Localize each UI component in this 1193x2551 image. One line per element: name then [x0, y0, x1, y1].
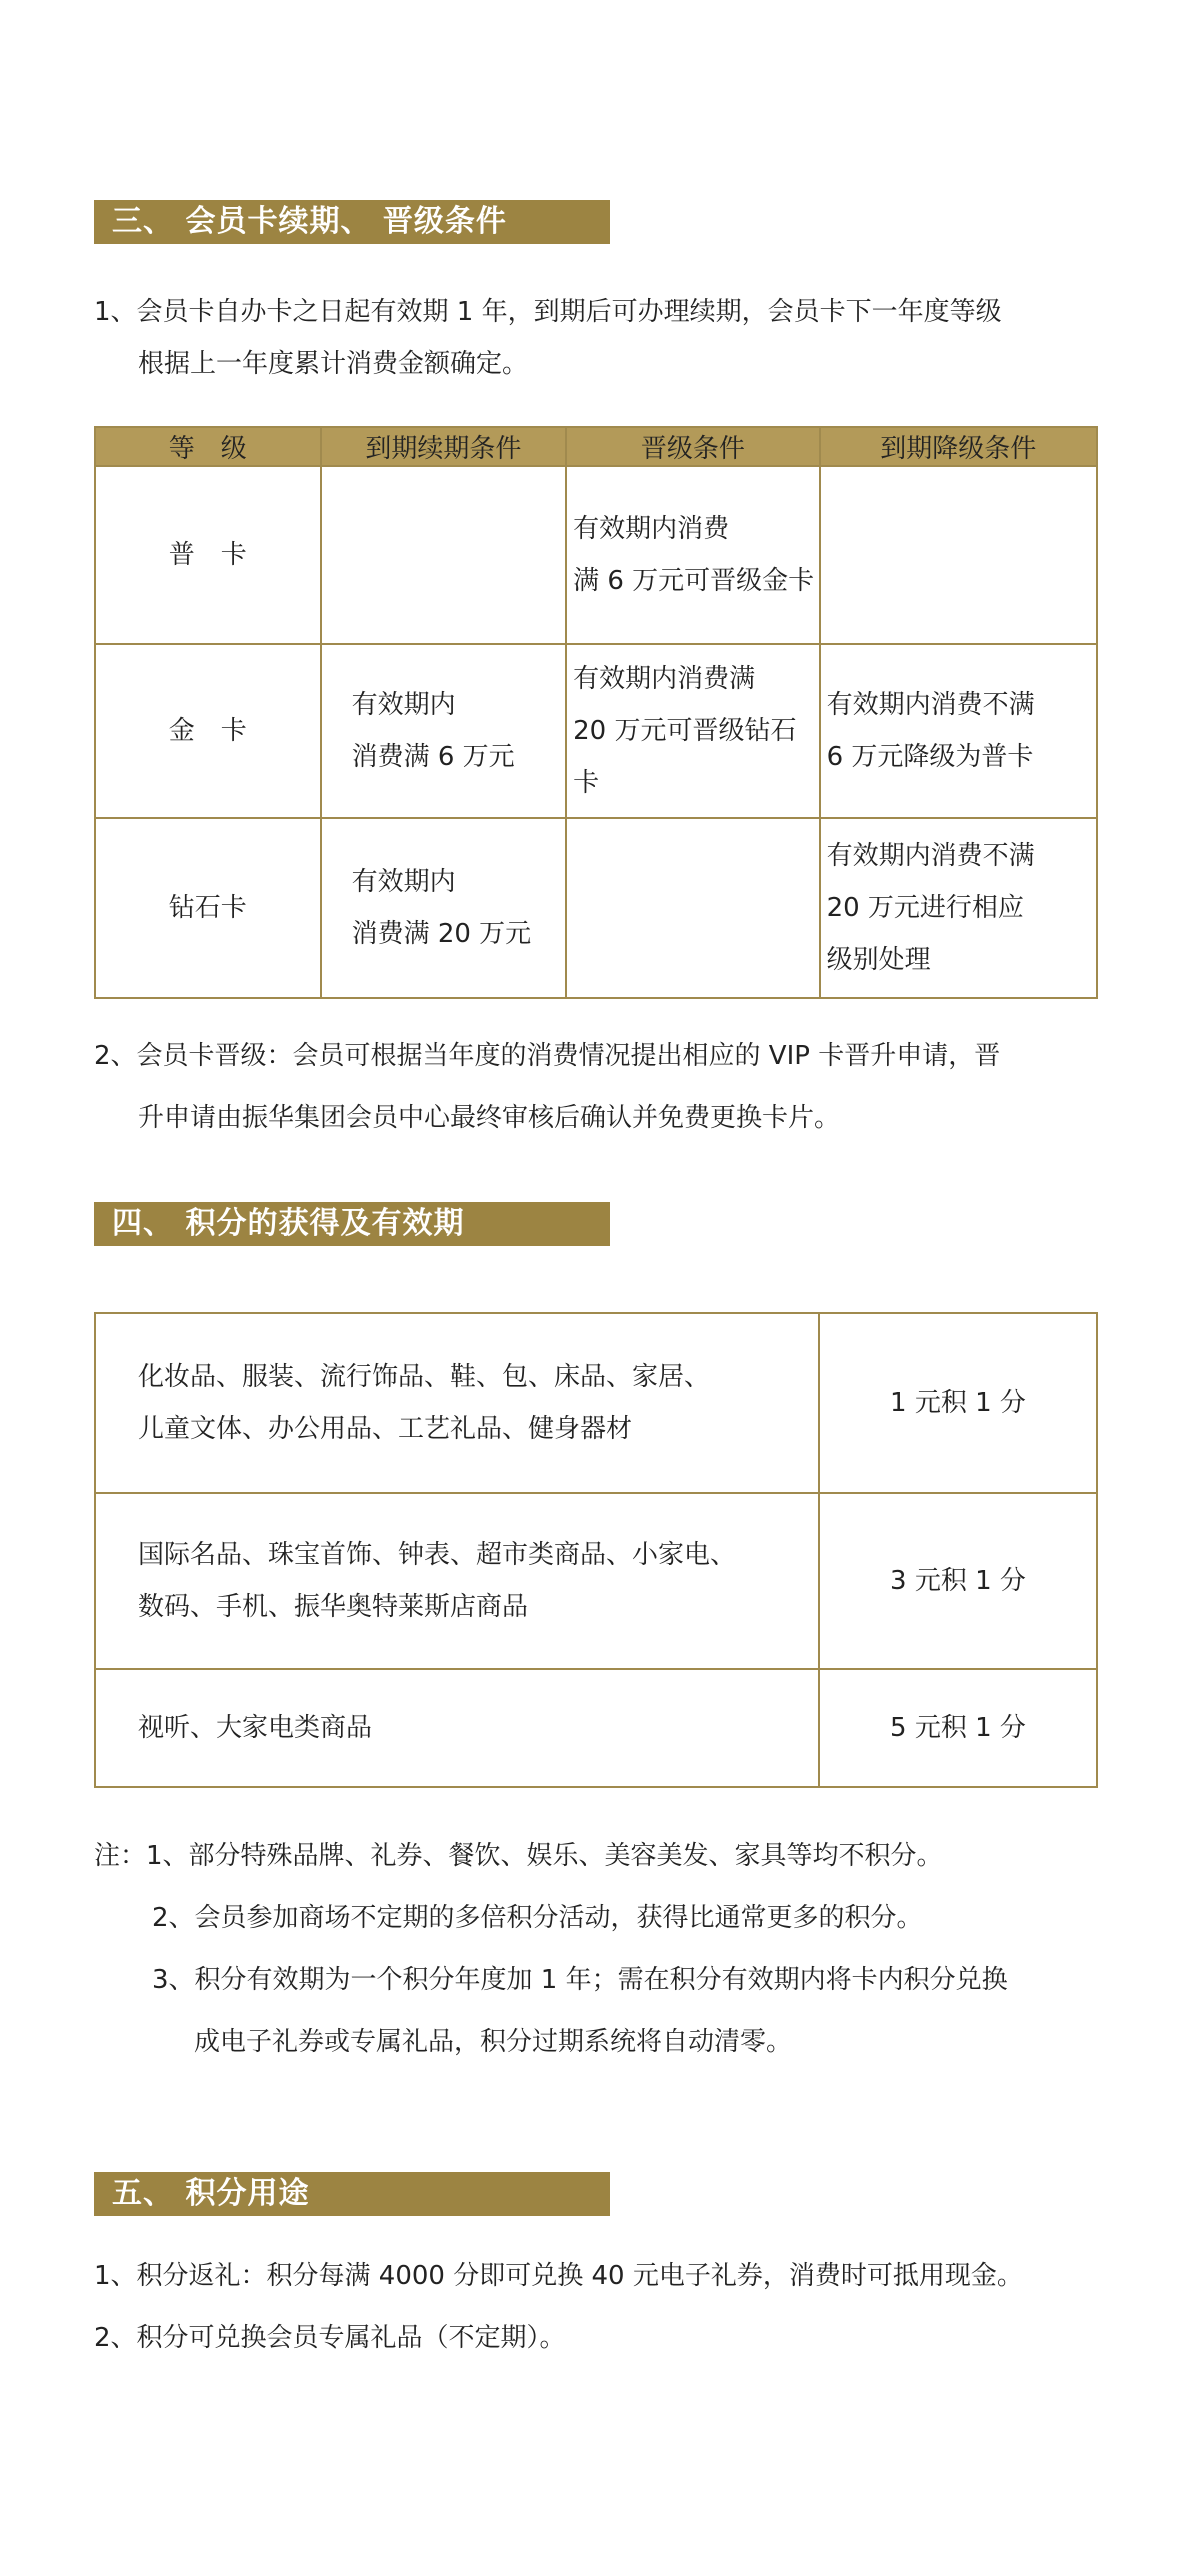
- renew-cell: [321, 644, 567, 818]
- cell-line: 有效期内: [351, 867, 456, 897]
- table-header-row: [95, 427, 1097, 466]
- section3-item1-line2: 根据上一年度累计消费金额确定。: [138, 349, 529, 379]
- table-row: [95, 1669, 1097, 1787]
- cell-line: 儿童文体、办公用品、工艺礼品、健身器材: [138, 1414, 633, 1444]
- section3-item1-line1: 1、会员卡自办卡之日起有效期 1 年，到期后可办理续期，会员卡下一年度等级: [94, 297, 1002, 327]
- section4-note1: 注：1、部分特殊品牌、礼券、餐饮、娱乐、美容美发、家具等均不积分。: [94, 1841, 943, 1871]
- downgrade-cell: [820, 466, 1097, 644]
- section4-note3-line2: 成电子礼券或专属礼品，积分过期系统将自动清零。: [194, 2027, 793, 2057]
- rate-cell: 5 元积 1 分: [819, 1669, 1097, 1787]
- header-downgrade: 到期降级条件: [820, 427, 1097, 466]
- category-cell: [95, 1493, 819, 1669]
- table-row: [95, 644, 1097, 818]
- upgrade-cell: [566, 818, 819, 998]
- category-cell: [95, 1313, 819, 1493]
- level-cell: 普 卡: [95, 466, 321, 644]
- cell-line: 消费满 6 万元: [351, 742, 515, 772]
- header-renew: 到期续期条件: [321, 427, 567, 466]
- downgrade-cell: [820, 644, 1097, 818]
- points-rate-table: [94, 1312, 1098, 1788]
- section4-note3-line1: 3、积分有效期为一个积分年度加 1 年；需在积分有效期内将卡内积分兑换: [152, 1965, 1008, 1995]
- cell-line: 化妆品、服装、流行饰品、鞋、包、床品、家居、: [138, 1362, 711, 1392]
- section5-item1: 1、积分返礼：积分每满 4000 分即可兑换 40 元电子礼券，消费时可抵用现金。: [94, 2261, 1023, 2291]
- cell-line: 有效期内消费不满: [826, 690, 1035, 720]
- table-row: [95, 466, 1097, 644]
- cell-line: 数码、手机、振华奥特莱斯店商品: [138, 1592, 529, 1622]
- table-row: [95, 1493, 1097, 1669]
- header-level: 等 级: [95, 427, 321, 466]
- cell-line: 视听、大家电类商品: [138, 1713, 373, 1743]
- category-cell: [95, 1669, 819, 1787]
- cell-line: 有效期内: [351, 690, 456, 720]
- cell-line: 消费满 20 万元: [351, 919, 532, 949]
- section5-heading: 五、 积分用途: [94, 2172, 610, 2216]
- cell-line: 有效期内消费: [573, 514, 730, 544]
- header-upgrade: 晋级条件: [566, 427, 819, 466]
- membership-level-table: [94, 426, 1098, 999]
- renew-cell: [321, 818, 567, 998]
- renew-cell: [321, 466, 567, 644]
- table-row: [95, 1313, 1097, 1493]
- upgrade-cell: [566, 644, 819, 818]
- cell-line: 满 6 万元可晋级金卡: [573, 566, 815, 596]
- cell-line: 6 万元降级为普卡: [826, 742, 1034, 772]
- cell-line: 国际名品、珠宝首饰、钟表、超市类商品、小家电、: [138, 1540, 737, 1570]
- section4-note2: 2、会员参加商场不定期的多倍积分活动，获得比通常更多的积分。: [152, 1903, 923, 1933]
- downgrade-cell: [820, 818, 1097, 998]
- level-cell: 钻石卡: [95, 818, 321, 998]
- rate-cell: 3 元积 1 分: [819, 1493, 1097, 1669]
- cell-line: 级别处理: [826, 945, 931, 975]
- section3-heading: 三、 会员卡续期、 晋级条件: [94, 200, 610, 244]
- section3-item2-line2: 升申请由振华集团会员中心最终审核后确认并免费更换卡片。: [138, 1103, 841, 1133]
- cell-line: 20 万元进行相应: [826, 893, 1024, 923]
- cell-line: 有效期内消费不满: [826, 841, 1035, 871]
- rate-cell: 1 元积 1 分: [819, 1313, 1097, 1493]
- cell-line: 有效期内消费满: [573, 664, 756, 694]
- upgrade-cell: [566, 466, 819, 644]
- section3-item2-line1: 2、会员卡晋级：会员可根据当年度的消费情况提出相应的 VIP 卡晋升申请，晋: [94, 1041, 1001, 1071]
- cell-line: 20 万元可晋级钻石卡: [573, 716, 797, 798]
- section5-item2: 2、积分可兑换会员专属礼品（不定期）。: [94, 2323, 566, 2353]
- table-row: [95, 818, 1097, 998]
- level-cell: 金 卡: [95, 644, 321, 818]
- section4-heading: 四、 积分的获得及有效期: [94, 1202, 610, 1246]
